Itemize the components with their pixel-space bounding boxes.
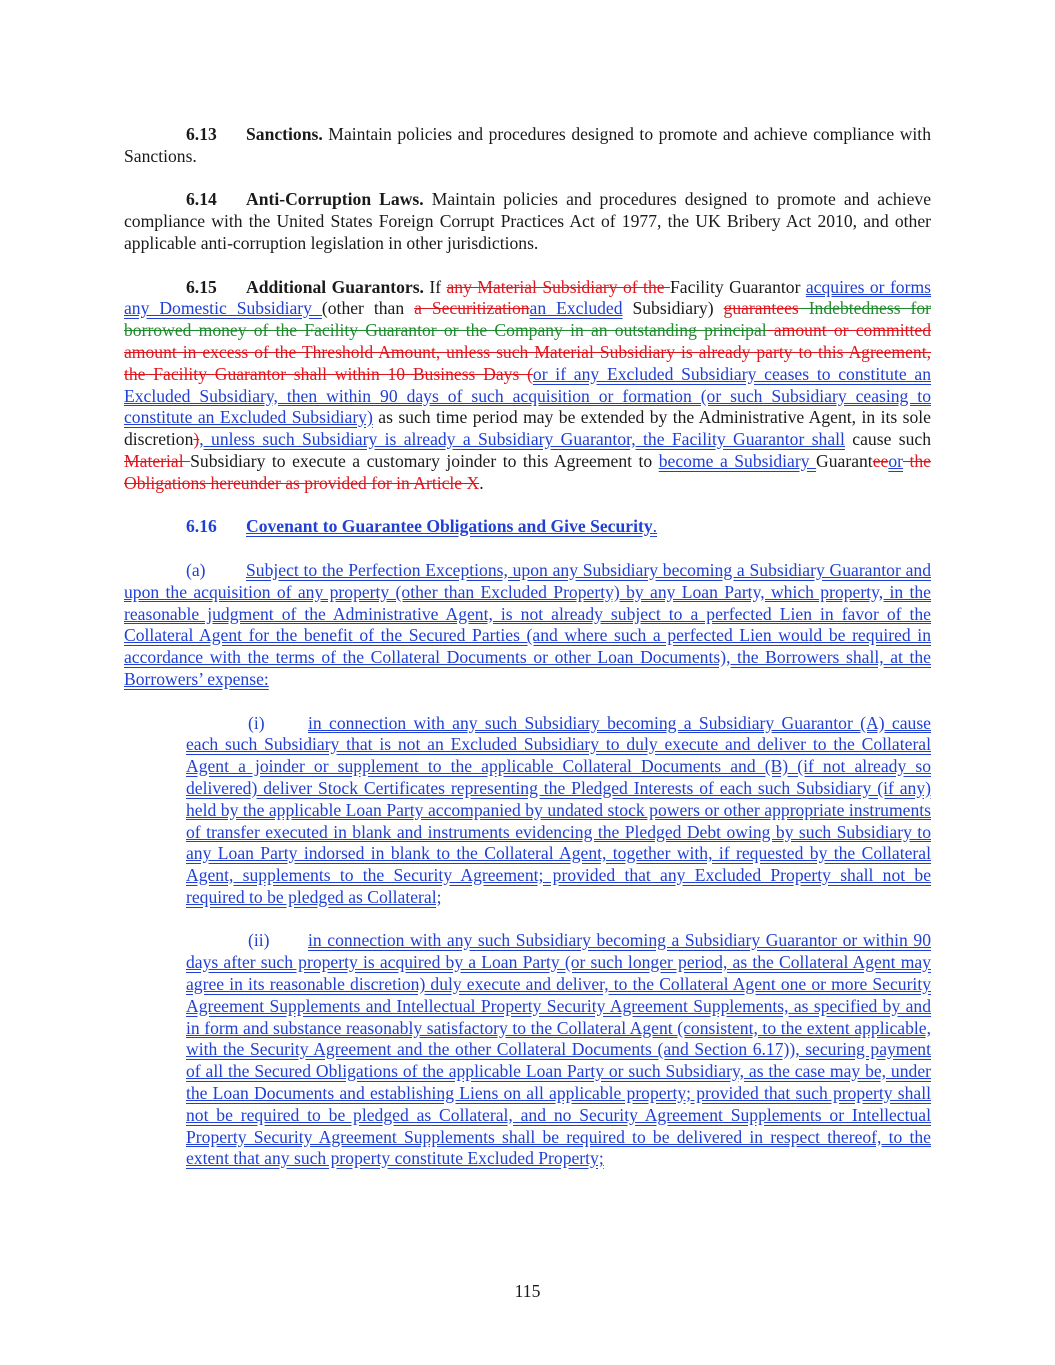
section-number: 6.14 bbox=[186, 189, 217, 210]
moved-text: Indebtedness for borrowed money of the Facility Guarantor or the Company in an outstanding principal bbox=[124, 298, 931, 341]
deleted-text: a Securitization bbox=[414, 298, 530, 319]
section-number: 6.15 bbox=[186, 276, 217, 297]
deleted-text: guarantees bbox=[723, 298, 799, 319]
inserted-text: an Excluded bbox=[529, 298, 623, 319]
deleted-text: ee bbox=[872, 450, 889, 471]
text-run: Subsidiary to execute a customary joinder to this Agreement to bbox=[190, 450, 659, 471]
deleted-text: any Material Subsidiary of the bbox=[446, 276, 670, 297]
section-heading: Sanctions. bbox=[246, 124, 323, 144]
page-number: 115 bbox=[514, 1281, 541, 1301]
text-run: Guarant bbox=[816, 450, 873, 471]
document-page bbox=[124, 124, 931, 1192]
clause-text: in connection with any such Subsidiary becoming a Subsidiary Guarantor (A) cause each such Subsidiary that is not an Excluded Subsidiary to duly execute and deliver to the Collateral Agent a joinder or supplement to the applicable Collateral Documents and (B) (if not already so delivered) deliver Stock Certificates representing the Pledged Interests of each such Subsidiary (if any) held by the applicable Loan Party accompanied by undated stock powers or other appropriate instruments of transfer executed in blank and instruments evidencing the Pledged Debt owing by such Subsidiary to any Loan Party indorsed in blank to the Collateral Agent, together with, if requested by the Collateral Agent, supplements to the Security Agreement; provided that any Excluded Property shall not be required to be pledged as Collateral; bbox=[186, 712, 931, 907]
section-6-14 bbox=[124, 189, 931, 254]
section-6-15 bbox=[124, 277, 931, 495]
text-run: Facility Guarantor bbox=[669, 276, 806, 297]
clause-number: (i) bbox=[248, 712, 265, 733]
text-run: Subsidiary) bbox=[622, 298, 724, 319]
text-run: If bbox=[423, 276, 447, 297]
inserted-text: , unless such Subsidiary is already a Subsidiary Guarantor, the Facility Guarantor shall bbox=[199, 429, 845, 450]
section-text: Maintain policies and procedures designed to promote and achieve compliance with Sanctions. bbox=[124, 124, 931, 166]
text-run: as such time period may be extended by the Administrative Agent, in its sole discretion bbox=[124, 407, 931, 450]
deleted-text: amount or committed amount in excess of the Threshold Amount, unless such Material Subsidiary is already party to this Agreement, the Facility Guarantor shall within 10 Business Days ( bbox=[124, 320, 931, 384]
deleted-text: the Obligations hereunder as provided for in Article X bbox=[124, 450, 931, 493]
clause-a-ii bbox=[186, 930, 931, 1170]
inserted-text: become a Subsidiary bbox=[658, 450, 817, 471]
deleted-text: ) bbox=[193, 429, 200, 450]
inserted-text: . bbox=[652, 516, 658, 537]
inserted-text: or if any Excluded Subsidiary ceases to constitute an Excluded Subsidiary, then within 90 days of such acquisition or formation (or such Subsidiary ceasing to constitute an Excluded Subsidiary) bbox=[124, 363, 932, 428]
deleted-text: Material bbox=[124, 450, 191, 471]
section-heading: Anti-Corruption Laws. bbox=[246, 189, 424, 210]
section-number: 6.16 bbox=[186, 516, 217, 537]
section-text: Maintain policies and procedures designed to promote and achieve compliance with the United States Foreign Corrupt Practices Act of 1977, the UK Bribery Act 2010, and other applicable anti-corruption legislation in other jurisdictions. bbox=[124, 189, 932, 253]
clause-text: in connection with any such Subsidiary becoming a Subsidiary Guarantor or within 90 days after such property is acquired by a Loan Party (or such longer period, as the Collateral Agent may agree in its reasonable discretion) duly execute and deliver, to the Collateral Agent one or more Security Agreement Supplements and Intellectual Property Security Agreement Supplements, as specified by and in form and substance reasonably satisfactory to the Collateral Agent (consistent, to the extent applicable, with the Security Agreement and the other Collateral Documents (and Section 6.17)), securing payment of all the Secured Obligations of the applicable Loan Party or such Subsidiary, as the case may be, under the Loan Documents and establishing Liens on all applicable property; provided that such property shall not be required to be pledged as Collateral, and no Security Agreement Supplements or Intellectual Property Security Agreement Supplements shall be required to be delivered in respect thereof, to the extent that any such property constitute Excluded Property; bbox=[186, 930, 931, 1169]
clause-a bbox=[124, 560, 931, 691]
text-run: (other than bbox=[321, 298, 415, 319]
section-heading: Additional Guarantors. bbox=[246, 276, 424, 297]
section-6-13 bbox=[124, 124, 931, 168]
clause-a-i bbox=[186, 713, 931, 909]
section-number: 6.13 bbox=[186, 124, 217, 144]
section-6-16-heading bbox=[124, 516, 931, 538]
clause-text: Subject to the Perfection Exceptions, upon any Subsidiary becoming a Subsidiary Guarantor and upon the acquisition of any property (other than Excluded Property) by any Loan Party, which property, in the reasonable judgment of the Administrative Agent, is not already subject to a perfected Lien in favor of the Collateral Agent for the benefit of the Secured Parties (and where such a perfected Lien would be required in accordance with the terms of the Collateral Documents or other Loan Documents), the Borrowers shall, at the Borrowers’ expense: bbox=[124, 559, 931, 689]
text-run: . bbox=[479, 472, 484, 493]
inserted-text: acquires or forms any Domestic Subsidiary bbox=[124, 276, 931, 319]
clause-number: (a) bbox=[186, 559, 206, 580]
clause-number: (ii) bbox=[248, 930, 270, 951]
section-heading: Covenant to Guarantee Obligations and Give Security bbox=[246, 516, 653, 537]
inserted-text: or bbox=[888, 450, 903, 471]
text-run: cause such bbox=[844, 429, 931, 450]
